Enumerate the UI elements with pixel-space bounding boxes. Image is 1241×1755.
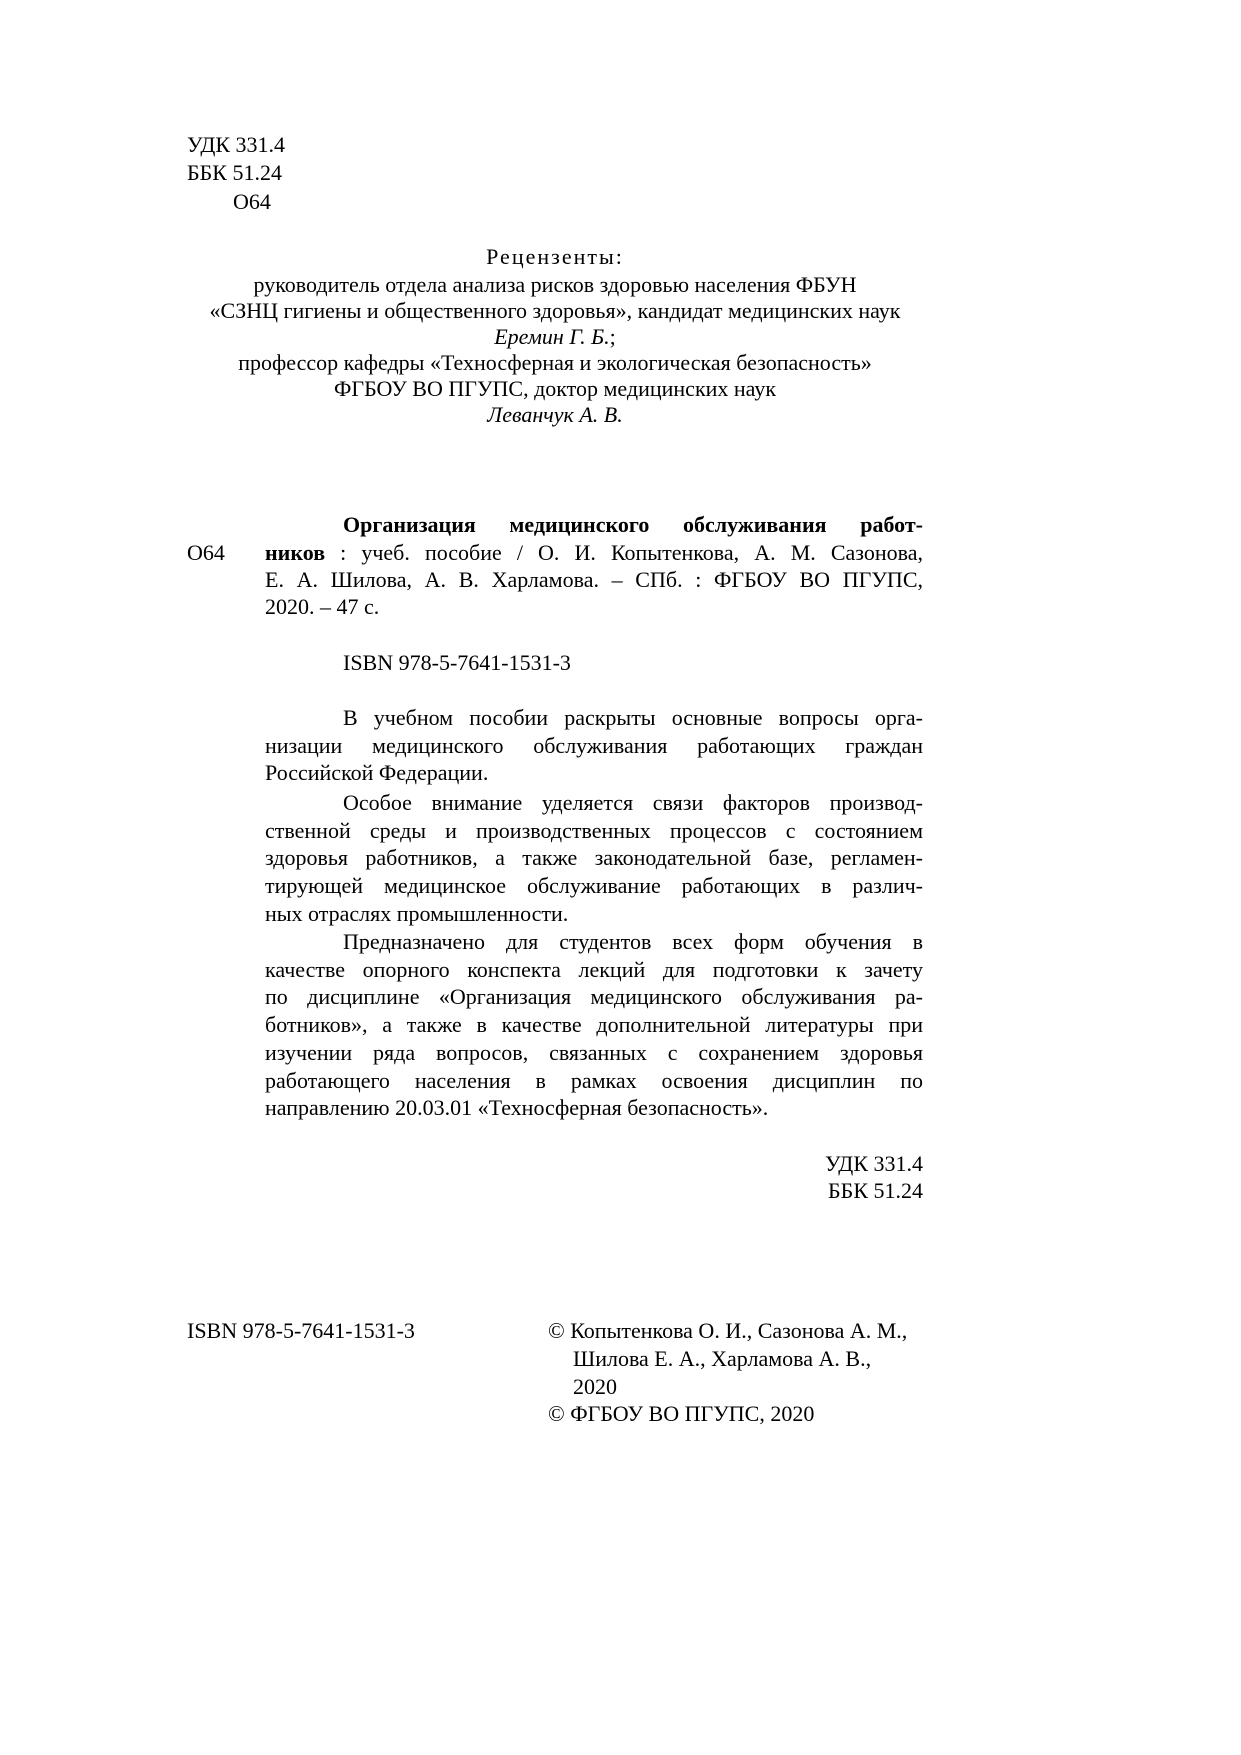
abstract-line: тирующей медицинское обслуживание работающих в различ- (265, 873, 923, 899)
copyright-line: © ФГБОУ ВО ПГУПС, 2020 (548, 1401, 815, 1426)
abstract-line: Предназначено для студентов всех форм обучения в (343, 929, 923, 954)
book-title: Организация медицинского обслуживания работ- (343, 512, 923, 537)
bib-line: 2020. – 47 с. (265, 594, 380, 619)
bib-line: Е. А. Шилова, А. В. Харламова. – СПб. : ФГБОУ ВО ПГУПС, (265, 567, 923, 592)
author-mark: О64 (233, 189, 271, 214)
abstract-line: ственной среды и производственных процессов с состоянием (265, 817, 923, 843)
copyright-line: © Копытенкова О. И., Сазонова А. М., (548, 1318, 908, 1343)
abstract-line: низации медицинского обслуживания работающих граждан (265, 732, 923, 758)
abstract-line: ных отраслях промышленности. (265, 900, 569, 926)
footer-udk: УДК 331.4 (824, 1151, 923, 1176)
abstract-line: ботников», а также в качестве дополнительной литературы при (265, 1012, 923, 1038)
reviewer-line: ФГБОУ ВО ПГУПС, доктор медицинских наук (333, 376, 777, 401)
abstract-line: Российской Федерации. (265, 760, 489, 786)
bib-line (265, 540, 923, 566)
bib-isbn: ISBN 978-5-7641-1531-3 (343, 650, 571, 675)
imprint-isbn: ISBN 978-5-7641-1531-3 (187, 1318, 415, 1343)
abstract-line: здоровья работников, а также законодательной базе, регламен- (265, 845, 923, 871)
reviewer-line: руководитель отдела анализа рисков здоровью населения ФБУН (253, 272, 857, 297)
abstract-line: работающего населения в рамках освоения дисциплин по (265, 1067, 923, 1093)
abstract-line: качестве опорного конспекта лекций для подготовки к зачету (265, 956, 923, 982)
udk-code: УДК 331.4 (187, 132, 286, 157)
bib-author-mark: О64 (187, 540, 225, 565)
book-title-end: ников (265, 540, 326, 565)
reviewer-name (187, 324, 923, 350)
copyright-line: Шилова Е. А., Харламова А. В., (573, 1346, 872, 1371)
abstract-line: Особое внимание уделяется связи факторов производ- (343, 790, 923, 815)
bib-details: : учеб. пособие / О. И. Копытенкова, А. М. Сазонова, (325, 540, 923, 565)
abstract-line: направлению 20.03.01 «Техносферная безопасность». (265, 1095, 769, 1121)
reviewer-name-text: Еремин Г. Б. (494, 324, 610, 349)
reviewer-name: Леванчук А. В. (487, 402, 623, 427)
copyright-line: 2020 (573, 1374, 617, 1399)
abstract-line: по дисциплине «Организация медицинского обслуживания ра- (265, 984, 923, 1010)
reviewer-line: профессор кафедры «Техносферная и экологическая безопасность» (238, 350, 872, 375)
footer-bbk: ББК 51.24 (828, 1178, 923, 1203)
semicolon: ; (609, 324, 616, 349)
bbk-code: ББК 51.24 (187, 160, 282, 185)
abstract-line: изучении ряда вопросов, связанных с сохранением здоровья (265, 1039, 923, 1065)
reviewer-line: «СЗНЦ гигиены и общественного здоровья», кандидат медицинских наук (209, 298, 901, 323)
abstract-line: В учебном пособии раскрыты основные вопросы орга- (343, 705, 923, 730)
reviewers-heading: Рецензенты: (486, 244, 624, 269)
